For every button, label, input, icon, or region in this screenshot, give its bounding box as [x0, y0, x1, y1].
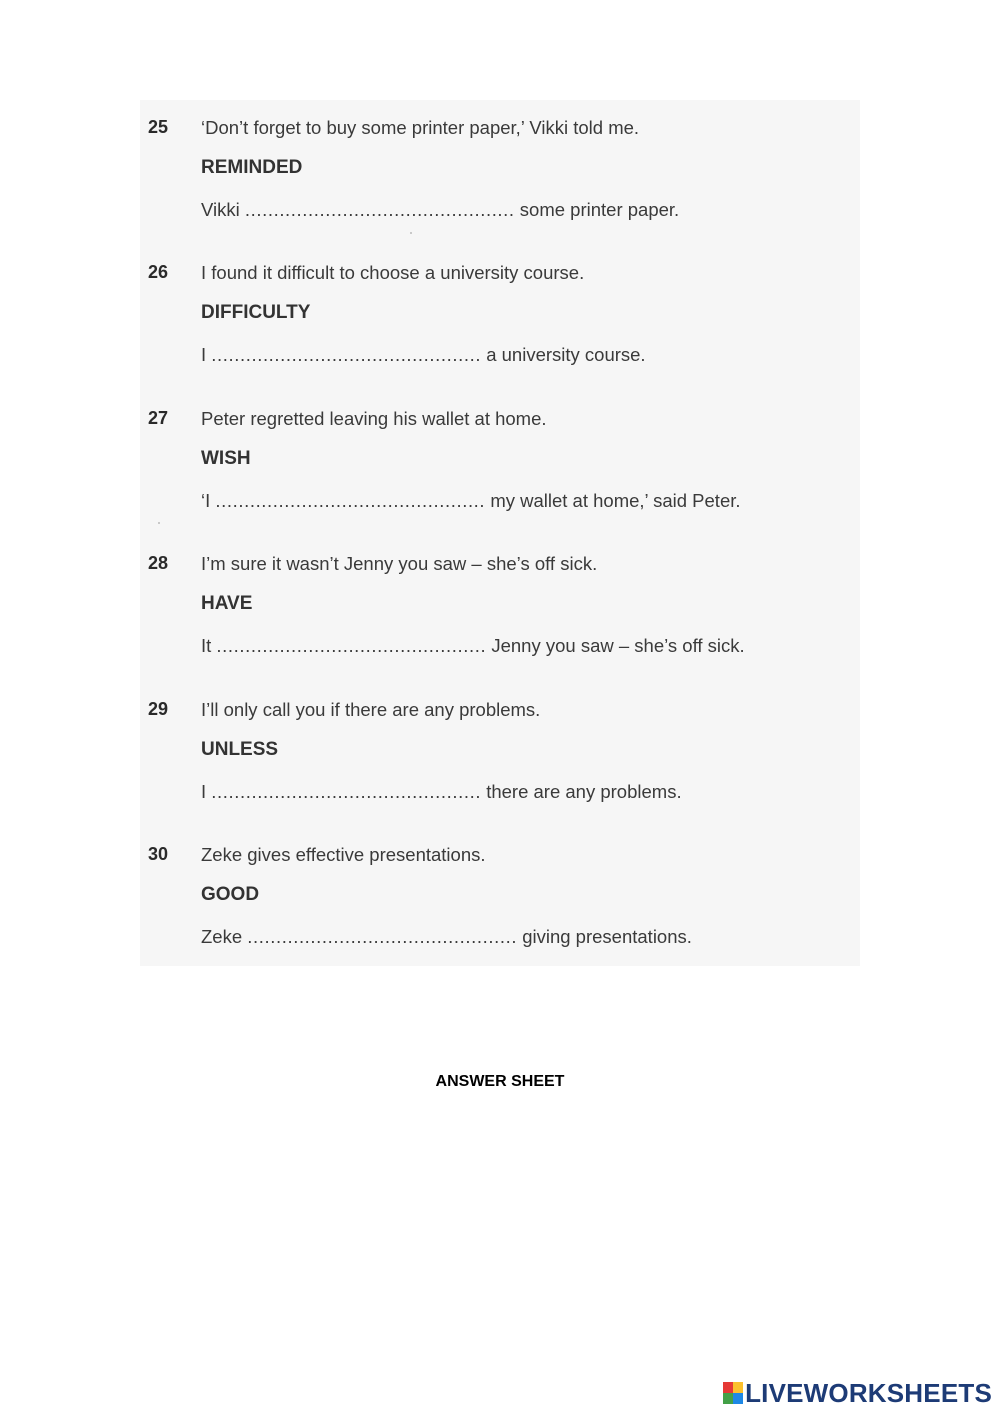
logo-square-green — [723, 1393, 733, 1404]
logo-square-red — [723, 1382, 733, 1393]
answer-gap[interactable]: ............................................... — [211, 344, 482, 365]
question-29 — [148, 699, 848, 829]
liveworksheets-logo-icon — [723, 1382, 743, 1404]
answer-gap[interactable]: ............................................... — [211, 781, 482, 802]
question-number: 28 — [148, 553, 169, 573]
answer-line — [201, 199, 679, 221]
brand-name: LIVEWORKSHEETS — [745, 1377, 992, 1408]
question-keyword: GOOD — [201, 884, 260, 905]
answer-prefix: ‘I — [201, 490, 211, 511]
question-keyword: HAVE — [201, 593, 253, 614]
question-keyword: UNLESS — [201, 739, 279, 760]
question-keyword: WISH — [201, 448, 251, 469]
answer-line — [201, 781, 682, 803]
answer-line — [201, 926, 692, 948]
answer-line — [201, 344, 646, 366]
question-number: 29 — [148, 699, 169, 719]
answer-prefix: I — [201, 344, 207, 365]
question-keyword: REMINDED — [201, 157, 303, 178]
question-number: 26 — [148, 262, 169, 282]
liveworksheets-branding[interactable] — [723, 1378, 992, 1408]
question-sentence: I found it difficult to choose a university course. — [201, 262, 585, 283]
question-number: 30 — [148, 844, 169, 864]
answer-line — [201, 635, 745, 657]
question-sentence: ‘Don’t forget to buy some printer paper,’ Vikki told me. — [201, 117, 640, 138]
answer-suffix: my wallet at home,’ said Peter. — [490, 490, 741, 511]
answer-gap[interactable]: ............................................... — [215, 490, 486, 511]
question-25 — [148, 117, 848, 247]
answer-sheet-title: ANSWER SHEET — [435, 1073, 565, 1090]
answer-gap[interactable]: ............................................... — [244, 199, 515, 220]
question-sentence: I’m sure it wasn’t Jenny you saw – she’s off sick. — [201, 553, 598, 574]
logo-square-yellow — [733, 1382, 743, 1393]
question-30 — [148, 844, 848, 974]
answer-line — [201, 490, 741, 512]
answer-prefix: Zeke — [201, 926, 243, 947]
answer-suffix: Jenny you saw – she’s off sick. — [491, 635, 745, 656]
question-28 — [148, 553, 848, 683]
question-sentence: Peter regretted leaving his wallet at home. — [201, 408, 547, 429]
question-sentence: Zeke gives effective presentations. — [201, 844, 486, 865]
answer-suffix: giving presentations. — [522, 926, 692, 947]
answer-prefix: Vikki — [201, 199, 240, 220]
question-number: 27 — [148, 408, 169, 428]
question-26 — [148, 262, 848, 392]
question-27 — [148, 408, 848, 538]
answer-prefix: I — [201, 781, 207, 802]
question-sentence: I’ll only call you if there are any problems. — [201, 699, 541, 720]
question-number: 25 — [148, 117, 169, 137]
answer-gap[interactable]: ............................................... — [247, 926, 518, 947]
answer-gap[interactable]: ............................................... — [216, 635, 487, 656]
answer-suffix: a university course. — [486, 344, 646, 365]
answer-suffix: some printer paper. — [519, 199, 680, 220]
logo-square-blue — [733, 1393, 743, 1404]
question-keyword: DIFFICULTY — [201, 302, 311, 323]
answer-suffix: there are any problems. — [486, 781, 682, 802]
answer-prefix: It — [201, 635, 212, 656]
